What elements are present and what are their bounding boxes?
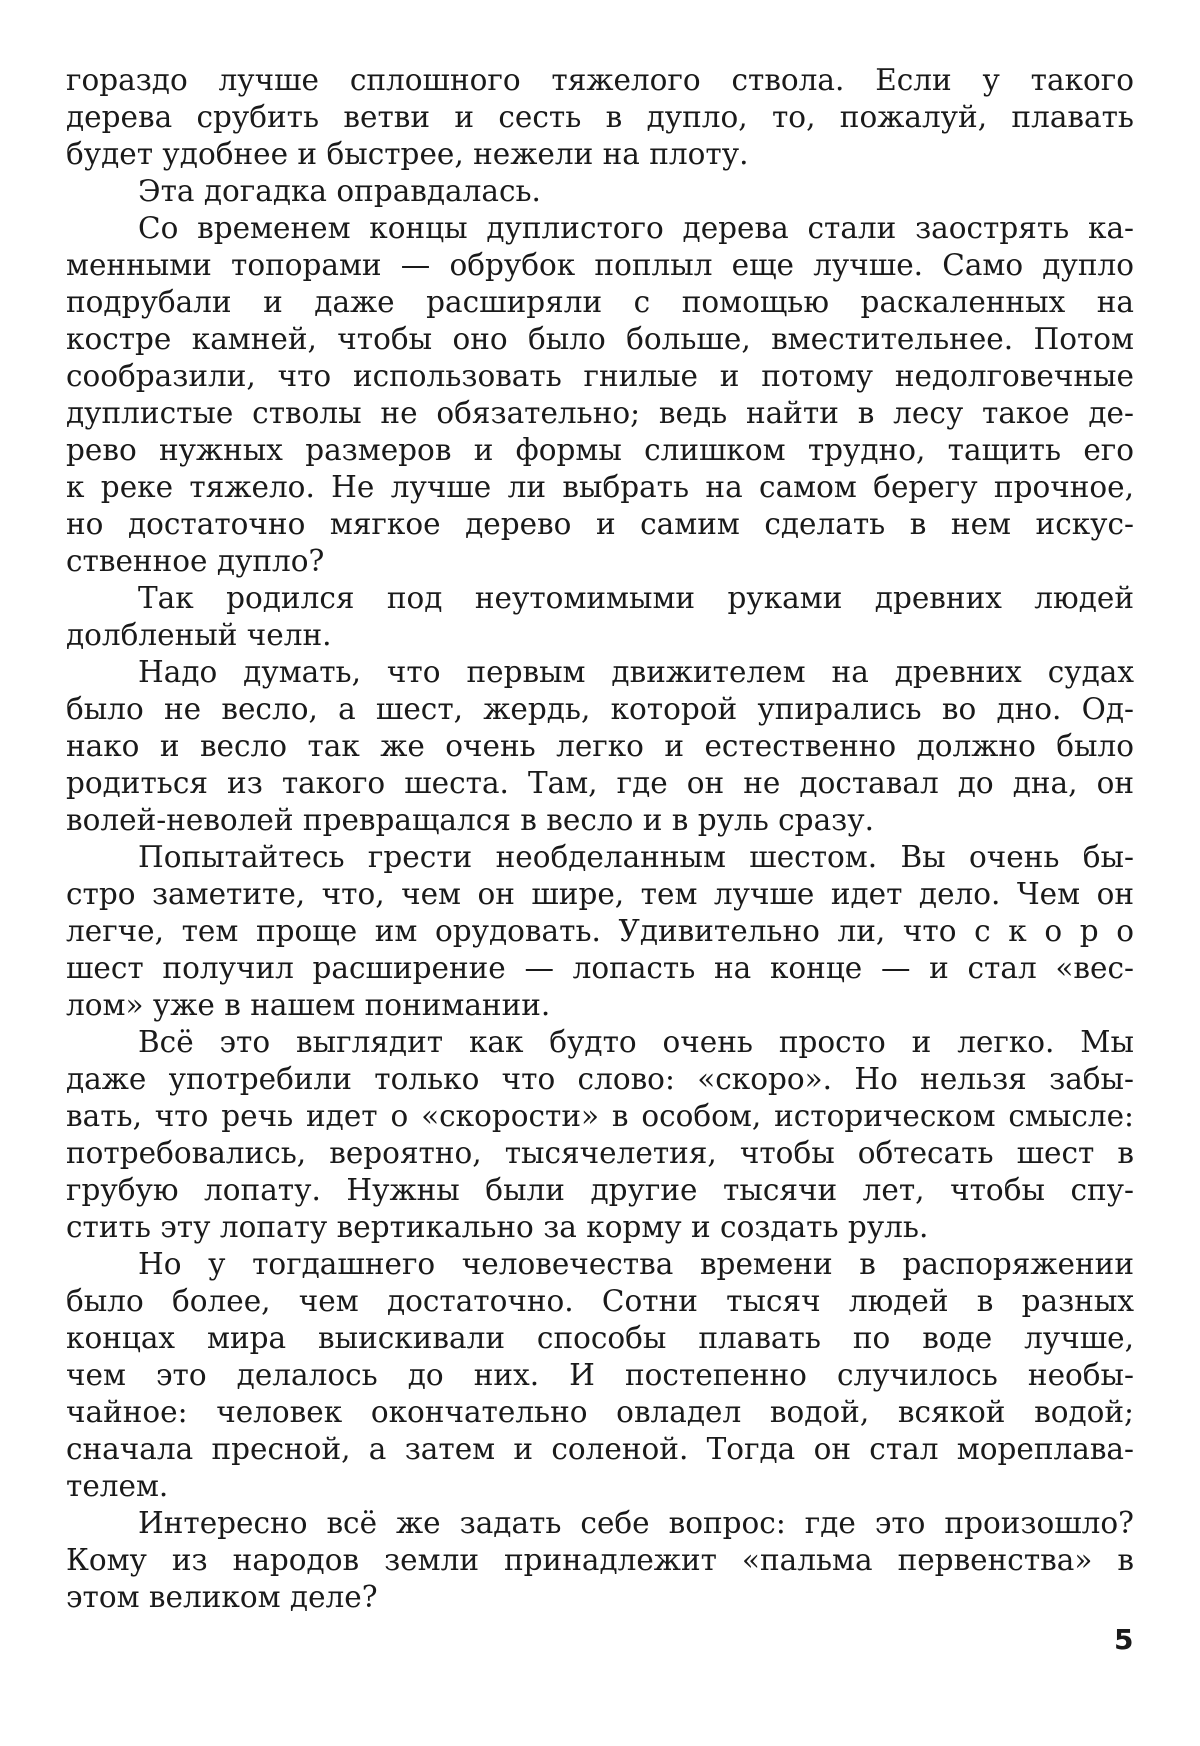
text-line: волей-неволей превращался в весло и в руль сразу. bbox=[66, 803, 874, 837]
text-line: Кому из народов земли принадлежит «пальма первенства» в bbox=[66, 1543, 1134, 1577]
text-line: родиться из такого шеста. Там, где он не доставал до дна, он bbox=[66, 766, 1134, 800]
text-line: концах мира выискивали способы плавать по воде лучше, bbox=[66, 1321, 1134, 1355]
text-line: Но у тогдашнего человечества времени в распоряжении bbox=[138, 1247, 1134, 1281]
text-line: нако и весло так же очень легко и естественно должно было bbox=[66, 729, 1134, 763]
text-line: подрубали и даже расширяли с помощью раскаленных на bbox=[66, 285, 1134, 319]
text-line: стро заметите, что, чем он шире, тем лучше идет дело. Чем он bbox=[66, 877, 1134, 911]
text-line: легче, тем проще им орудовать. Удивительно ли, что с к о р о bbox=[66, 914, 1134, 948]
paragraph bbox=[66, 173, 1134, 210]
paragraph bbox=[66, 654, 1134, 839]
text-line: ственное дупло? bbox=[66, 544, 325, 578]
body-text bbox=[66, 62, 1134, 1616]
text-line: было не весло, а шест, жердь, которой упирались во дно. Од- bbox=[66, 692, 1134, 726]
text-line: этом великом деле? bbox=[66, 1580, 378, 1614]
paragraph bbox=[66, 210, 1134, 580]
text-line: но достаточно мягкое дерево и самим сделать в нем искус- bbox=[66, 507, 1134, 541]
page-number: 5 bbox=[1114, 1623, 1134, 1656]
paragraph bbox=[66, 580, 1134, 654]
text-line: стить эту лопату вертикально за корму и создать руль. bbox=[66, 1210, 929, 1244]
text-line: лом» уже в нашем понимании. bbox=[66, 988, 551, 1022]
text-line: Всё это выглядит как будто очень просто и легко. Мы bbox=[138, 1025, 1134, 1059]
text-line: дерева срубить ветви и сесть в дупло, то, пожалуй, плавать bbox=[66, 100, 1134, 134]
text-line: Эта догадка оправдалась. bbox=[138, 174, 541, 208]
text-line: вать, что речь идет о «скорости» в особом, историческом смысле: bbox=[66, 1099, 1134, 1133]
text-line: долбленый челн. bbox=[66, 618, 332, 652]
text-line: гораздо лучше сплошного тяжелого ствола. Если у такого bbox=[66, 63, 1134, 97]
paragraph bbox=[66, 1505, 1134, 1616]
text-line: даже употребили только что слово: «скоро». Но нельзя забы- bbox=[66, 1062, 1134, 1096]
text-line: Попытайтесь грести необделанным шестом. Вы очень бы- bbox=[138, 840, 1134, 874]
text-line: шест получил расширение — лопасть на конце — и стал «вес- bbox=[66, 951, 1134, 985]
text-line: Так родился под неутомимыми руками древних людей bbox=[138, 581, 1134, 615]
paragraph bbox=[66, 1024, 1134, 1246]
text-line: грубую лопату. Нужны были другие тысячи лет, чтобы спу- bbox=[66, 1173, 1134, 1207]
paragraph bbox=[66, 839, 1134, 1024]
text-line: Надо думать, что первым движителем на древних судах bbox=[138, 655, 1134, 689]
text-line: сначала пресной, а затем и соленой. Тогда он стал мореплава- bbox=[66, 1432, 1134, 1466]
text-line: рево нужных размеров и формы слишком трудно, тащить его bbox=[66, 433, 1134, 467]
text-line: костре камней, чтобы оно было больше, вместительнее. Потом bbox=[66, 322, 1134, 356]
text-line: будет удобнее и быстрее, нежели на плоту. bbox=[66, 137, 749, 171]
text-line: Со временем концы дуплистого дерева стали заострять ка- bbox=[138, 211, 1134, 245]
text-line: чайное: человек окончательно овладел водой, всякой водой; bbox=[66, 1395, 1134, 1429]
text-line: телем. bbox=[66, 1469, 169, 1503]
text-line: дуплистые стволы не обязательно; ведь найти в лесу такое де- bbox=[66, 396, 1134, 430]
text-line: Интересно всё же задать себе вопрос: где это произошло? bbox=[138, 1506, 1134, 1540]
paragraph bbox=[66, 62, 1134, 173]
text-line: чем это делалось до них. И постепенно случилось необы- bbox=[66, 1358, 1134, 1392]
text-line: к реке тяжело. Не лучше ли выбрать на самом берегу прочное, bbox=[66, 470, 1134, 504]
paragraph bbox=[66, 1246, 1134, 1505]
text-line: сообразили, что использовать гнилые и потому недолговечные bbox=[66, 359, 1134, 393]
text-line: было более, чем достаточно. Сотни тысяч людей в разных bbox=[66, 1284, 1134, 1318]
text-line: потребовались, вероятно, тысячелетия, чтобы обтесать шест в bbox=[66, 1136, 1134, 1170]
text-line: менными топорами — обрубок поплыл еще лучше. Само дупло bbox=[66, 248, 1134, 282]
